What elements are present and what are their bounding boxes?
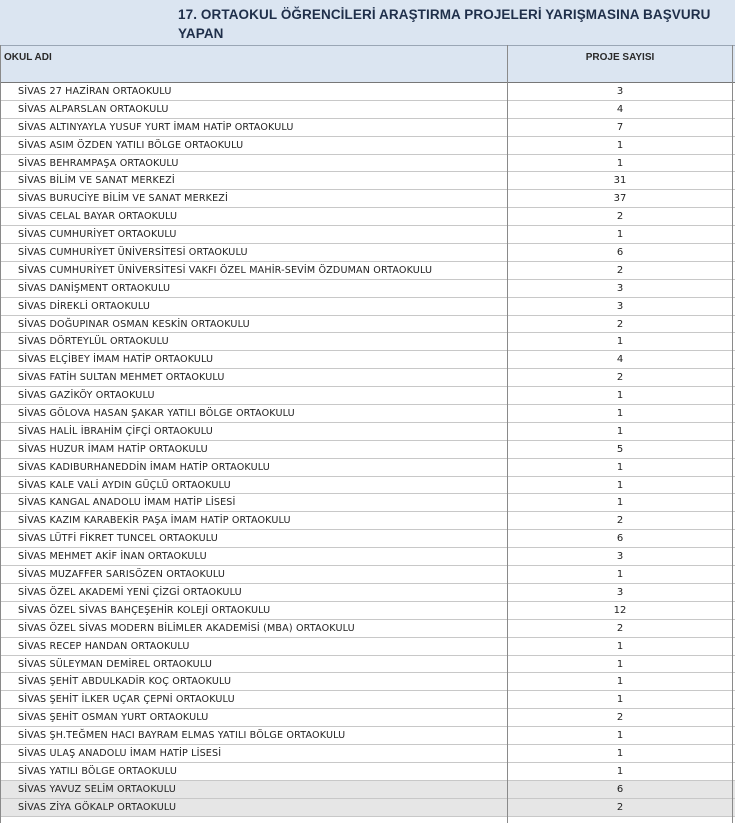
table-row [0,620,735,638]
project-count-cell: 2 [616,264,624,276]
table-row [0,494,735,512]
table-row [0,405,735,423]
table-row [0,512,735,530]
project-count-cell: 4 [616,103,624,115]
school-name-cell: SİVAS ÖZEL SİVAS MODERN BİLİMLER AKADEMİSİ (MBA) ORTAOKULU [18,622,355,634]
header-school-name: OKUL ADI [4,52,52,63]
school-name-cell: SİVAS DÖRTEYLÜL ORTAOKULU [18,336,169,348]
table-row [0,387,735,405]
project-count-cell: 2 [616,372,624,384]
school-name-cell: SİVAS LÜTFİ FİKRET TUNCEL ORTAOKULU [18,533,218,545]
school-name-cell: SİVAS RECEP HANDAN ORTAOKULU [18,640,190,652]
project-count-cell: 1 [616,336,624,348]
table-row [0,262,735,280]
project-count-cell: 2 [616,211,624,223]
table-row [0,799,735,817]
project-count-cell: 2 [616,515,624,527]
project-count-cell: 1 [616,425,624,437]
school-name-cell: SİVAS BURUCİYE BİLİM VE SANAT MERKEZİ [18,193,228,205]
project-count-cell: 31 [613,175,627,187]
table-row [0,208,735,226]
school-name-cell: SİVAS DOĞUPINAR OSMAN KESKİN ORTAOKULU [18,318,250,330]
project-count-cell: 1 [616,408,624,420]
table-row [0,226,735,244]
table-row [0,566,735,584]
school-name-cell: SİVAS KALE VALİ AYDIN GÜÇLÜ ORTAOKULU [18,479,231,491]
table-row [0,172,735,190]
school-name-cell: SİVAS KAZIM KARABEKİR PAŞA İMAM HATİP ORTAOKULU [18,515,291,527]
school-name-cell: SİVAS ŞEHİT OSMAN YURT ORTAOKULU [18,712,209,724]
project-count-cell: 1 [616,139,624,151]
school-name-cell: SİVAS HALİL İBRAHİM ÇİFÇİ ORTAOKULU [18,425,213,437]
project-count-cell: 1 [616,229,624,241]
school-name-cell: SİVAS ŞH.TEĞMEN HACI BAYRAM ELMAS YATILI BÖLGE ORTAOKULU [18,730,346,742]
school-name-cell: SİVAS YAVUZ SELİM ORTAOKULU [18,783,176,795]
school-name-cell: SİVAS ASIM ÖZDEN YATILI BÖLGE ORTAOKULU [18,139,244,151]
school-name-cell: SİVAS MUZAFFER SARISÖZEN ORTAOKULU [18,569,226,581]
school-name-cell: SİVAS FATİH SULTAN MEHMET ORTAOKULU [18,372,225,384]
school-name-cell: SİVAS BİLİM VE SANAT MERKEZİ [18,175,175,187]
table-row [0,351,735,369]
school-name-cell: SİVAS GÖLOVA HASAN ŞAKAR YATILI BÖLGE ORTAOKULU [18,408,295,420]
project-count-cell: 2 [616,622,624,634]
table-row [0,638,735,656]
table-row [0,656,735,674]
table-row [0,441,735,459]
table-row [0,298,735,316]
project-count-cell: 3 [616,586,624,598]
school-name-cell: SİVAS KANGAL ANADOLU İMAM HATİP LİSESİ [18,497,236,509]
project-count-cell: 1 [616,765,624,777]
table-row [0,83,735,101]
table-row [0,190,735,208]
school-name-cell: SİVAS DANİŞMENT ORTAOKULU [18,282,171,294]
header-project-count: PROJE SAYISI [585,52,655,63]
table-row [0,745,735,763]
table-header-row [0,45,735,83]
column-divider-right [732,45,733,823]
school-name-cell: SİVAS ALPARSLAN ORTAOKULU [18,103,169,115]
table-row [0,459,735,477]
table-row [0,369,735,387]
project-count-cell: 6 [616,783,624,795]
school-name-cell: SİVAS BEHRAMPAŞA ORTAOKULU [18,157,179,169]
table-row [0,673,735,691]
sheet-title: 17. ORTAOKUL ÖĞRENCİLERİ ARAŞTIRMA PROJELERİ YARIŞMASINA BAŞVURU YAPAN [0,0,735,45]
project-count-cell: 7 [616,121,624,133]
table-row [0,727,735,745]
project-count-cell: 2 [616,318,624,330]
table-row [0,119,735,137]
school-name-cell: SİVAS ELÇİBEY İMAM HATİP ORTAOKULU [18,354,214,366]
project-count-cell: 1 [616,461,624,473]
school-name-cell: SİVAS ALTINYAYLA YUSUF YURT İMAM HATİP ORTAOKULU [18,121,294,133]
project-count-cell: 1 [616,569,624,581]
table-row [0,691,735,709]
project-count-cell: 3 [616,86,624,97]
school-name-cell: SİVAS ÖZEL AKADEMİ YENİ ÇİZGİ ORTAOKULU [18,586,242,598]
project-count-cell: 3 [616,300,624,312]
project-count-cell: 6 [616,533,624,545]
project-count-cell: 1 [616,157,624,169]
school-name-cell: SİVAS HUZUR İMAM HATİP ORTAOKULU [18,443,208,455]
school-name-cell: SİVAS CUMHURİYET ÜNİVERSİTESİ VAKFI ÖZEL MAHİR-SEVİM ÖZDUMAN ORTAOKULU [18,264,433,276]
school-name-cell: SİVAS CUMHURİYET ÜNİVERSİTESİ ORTAOKULU [18,247,248,259]
project-count-cell: 1 [616,497,624,509]
school-name-cell: SİVAS ÖZEL SİVAS BAHÇEŞEHİR KOLEJİ ORTAOKULU [18,604,271,616]
table-row [0,477,735,495]
project-count-cell: 2 [616,801,624,813]
project-count-cell: 4 [616,354,624,366]
table-row [0,137,735,155]
project-count-cell: 5 [616,443,624,455]
project-count-cell: 3 [616,282,624,294]
column-divider [507,45,508,823]
table-body [0,83,735,817]
project-count-cell: 1 [616,390,624,402]
school-name-cell: SİVAS ULAŞ ANADOLU İMAM HATİP LİSESİ [18,747,222,759]
school-name-cell: SİVAS ŞEHİT İLKER UÇAR ÇEPNİ ORTAOKULU [18,694,235,706]
table-row [0,155,735,173]
table-row [0,763,735,781]
school-name-cell: SİVAS YATILI BÖLGE ORTAOKULU [18,765,177,777]
school-name-cell: SİVAS ZİYA GÖKALP ORTAOKULU [18,801,177,813]
project-count-cell: 37 [613,193,627,205]
table-row [0,333,735,351]
project-count-cell: 1 [616,694,624,706]
project-count-cell: 2 [616,712,624,724]
school-name-cell: SİVAS SÜLEYMAN DEMİREL ORTAOKULU [18,658,213,670]
project-count-cell: 1 [616,479,624,491]
table-row [0,316,735,334]
table-row [0,709,735,727]
project-count-cell: 1 [616,730,624,742]
school-name-cell: SİVAS CELAL BAYAR ORTAOKULU [18,211,178,223]
project-count-cell: 1 [616,676,624,688]
project-count-cell: 12 [613,604,627,616]
table-row [0,280,735,298]
school-name-cell: SİVAS 27 HAZİRAN ORTAOKULU [18,86,172,97]
school-name-cell: SİVAS MEHMET AKİF İNAN ORTAOKULU [18,551,207,563]
school-name-cell: SİVAS GAZİKÖY ORTAOKULU [18,390,155,402]
project-count-cell: 1 [616,640,624,652]
school-name-cell: SİVAS ŞEHİT ABDULKADİR KOÇ ORTAOKULU [18,676,232,688]
table-row [0,781,735,799]
table-row [0,244,735,262]
table-row [0,423,735,441]
project-count-cell: 1 [616,747,624,759]
school-name-cell: SİVAS KADIBURHANEDDİN İMAM HATİP ORTAOKULU [18,461,270,473]
project-count-cell: 6 [616,247,624,259]
project-count-cell: 3 [616,551,624,563]
table-row [0,530,735,548]
school-name-cell: SİVAS CUMHURİYET ORTAOKULU [18,229,177,241]
table-row [0,101,735,119]
table-row [0,548,735,566]
school-name-cell: SİVAS DİREKLİ ORTAOKULU [18,300,151,312]
table-row [0,584,735,602]
table-row [0,602,735,620]
project-count-cell: 1 [616,658,624,670]
column-divider-left [0,45,1,823]
